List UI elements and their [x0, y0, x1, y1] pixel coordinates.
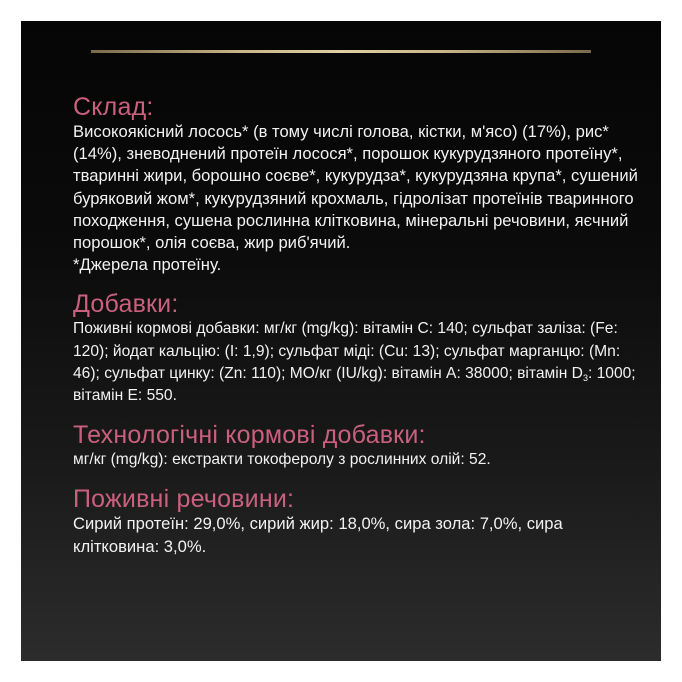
- composition-text: [73, 121, 643, 276]
- technological-heading: Технологічні кормові добавки:: [73, 421, 426, 450]
- composition-footnote: *Джерела протеїну.: [73, 255, 222, 275]
- technological-section: [73, 421, 643, 471]
- composition-heading: Склад:: [73, 93, 154, 121]
- composition-list: Високоякісний лосось* (в тому числі голова, кістки, м'ясо) (17%), рис* (14%), зневоднений протеїн лосося*, порошок кукурудзяного протеїну*, тваринні жири, борошно соєве*, кукурудза*, кукурудзяна крупа*, сушений буряковий жом*, кукурудзяний крохмаль, гідролізат протеїнів тваринного походження, сушена рослинна клітковина, мінеральні речовини, яєчний порошок*, олія соєва, жир риб'ячий.: [73, 122, 638, 253]
- vitamin-d-subscript: 3: [582, 372, 588, 383]
- ingredients-panel: [21, 21, 661, 661]
- ingredients-content: [73, 93, 643, 558]
- additives-text: [73, 318, 643, 407]
- nutrients-text: Сирий протеїн: 29,0%, сирий жир: 18,0%, сира зола: 7,0%, сира клітковина: 3,0%.: [73, 514, 563, 556]
- additives-text-main: Поживні кормові добавки: мг/кг (mg/kg): вітамін C: 140; сульфат заліза: (Fe: 120); йодат кальцію: (I: 1,9); сульфат міді: (Cu: 13); сульфат марганцю: (Mn: 46); сульфат цинку: (Zn: 110); МО/кг (IU/kg): вітамін A: 38000; вітамін D: [73, 320, 621, 382]
- additives-text-end: : 1000; вітамін E: 550.: [73, 364, 636, 405]
- nutrients-heading: Поживні речовини:: [73, 485, 295, 514]
- technological-text: мг/кг (mg/kg): екстракти токоферолу з рослинних олій: 52.: [73, 451, 491, 469]
- composition-section: [73, 93, 643, 276]
- gold-divider: [91, 50, 591, 53]
- additives-heading: Добавки:: [73, 290, 179, 319]
- nutrients-section: [73, 485, 643, 557]
- additives-section: [73, 290, 643, 407]
